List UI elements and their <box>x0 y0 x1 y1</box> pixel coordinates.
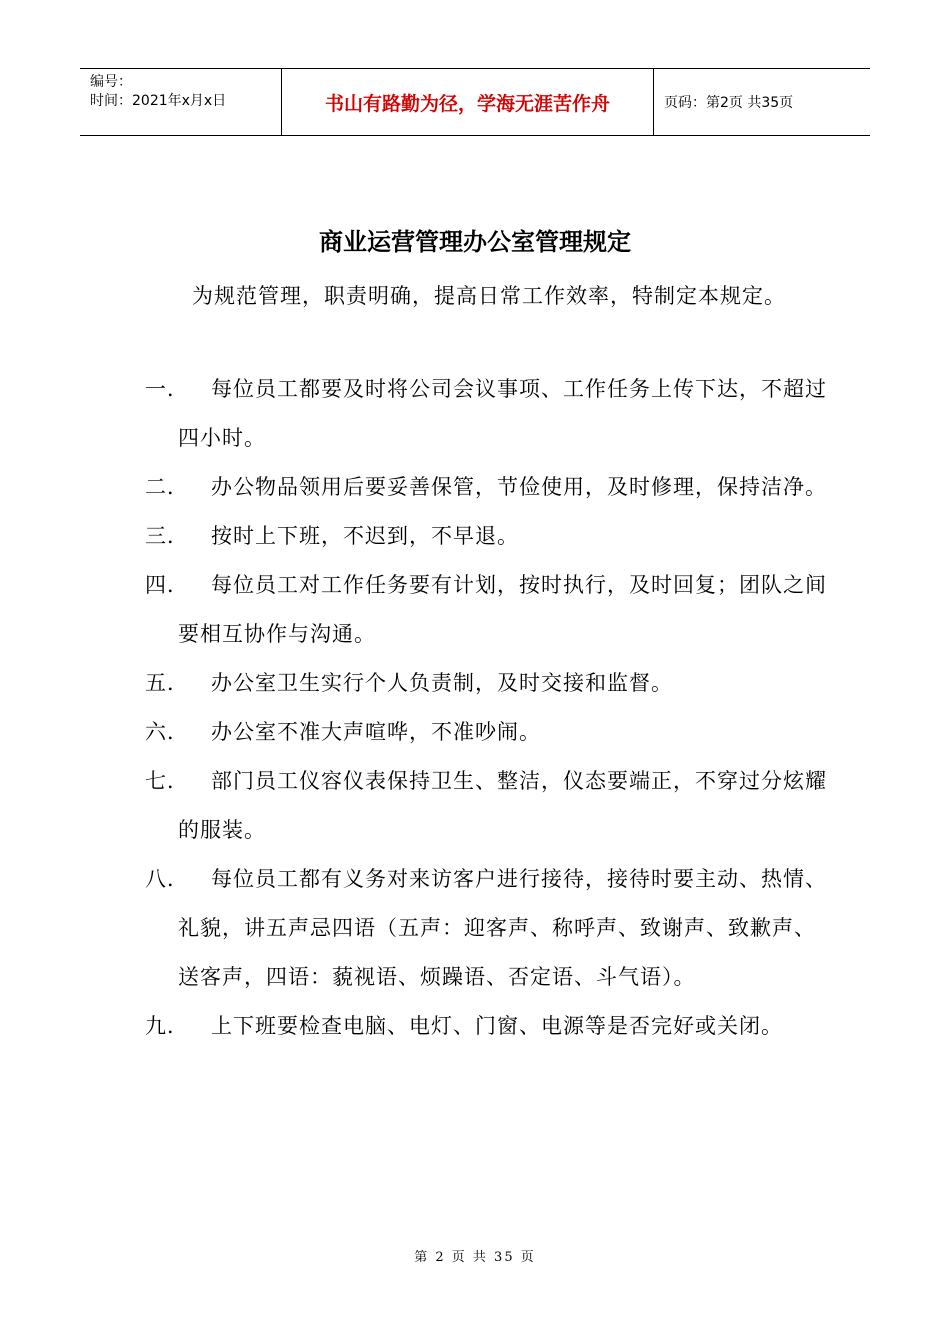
item-text: 办公物品领用后要妥善保管，节俭使用，及时修理，保持洁净。 <box>211 475 827 499</box>
list-item <box>145 463 835 512</box>
item-text: 按时上下班，不迟到，不早退。 <box>211 524 519 548</box>
document-title: 商业运营管理办公室管理规定 <box>319 228 631 256</box>
item-number: 五． <box>145 671 189 695</box>
item-text: 部门员工仪容仪表保持卫生、整洁，仪态要端正，不穿过分炫耀的服装。 <box>178 769 827 842</box>
list-item <box>145 659 835 708</box>
page-header <box>80 68 870 136</box>
list-item <box>145 561 835 659</box>
header-page-info: 页码：第2页 共35页 <box>664 95 794 111</box>
list-item <box>145 708 835 757</box>
item-number: 七． <box>145 769 189 793</box>
item-number: 六． <box>145 720 189 744</box>
list-item <box>145 855 835 1002</box>
item-number: 九． <box>145 1014 189 1038</box>
item-text: 每位员工都要及时将公司会议事项、工作任务上传下达，不超过四小时。 <box>178 377 827 450</box>
item-number: 一． <box>145 377 189 401</box>
list-item <box>145 512 835 561</box>
intro-paragraph: 为规范管理，职责明确，提高日常工作效率，特制定本规定。 <box>192 284 786 308</box>
list-item <box>145 757 835 855</box>
list-item <box>145 365 835 463</box>
list-item <box>145 1002 835 1051</box>
header-motto: 书山有路勤为径，学海无涯苦作舟 <box>282 69 654 135</box>
item-number: 八． <box>145 867 189 891</box>
item-text: 办公室不准大声喧哗，不准吵闹。 <box>211 720 541 744</box>
item-text: 每位员工都有义务对来访客户进行接待，接待时要主动、热情、礼貌，讲五声忌四语（五声：迎客声、称呼声、致谢声、致歉声、送客声，四语：藐视语、烦躁语、否定语、斗气语）。 <box>178 867 827 989</box>
item-text: 每位员工对工作任务要有计划，按时执行，及时回复；团队之间要相互协作与沟通。 <box>178 573 827 646</box>
item-number: 二． <box>145 475 189 499</box>
number-label: 编号： <box>90 74 132 90</box>
rules-list <box>145 365 835 1051</box>
header-meta <box>80 69 282 135</box>
item-text: 办公室卫生实行个人负责制，及时交接和监督。 <box>211 671 673 695</box>
item-number: 四． <box>145 573 189 597</box>
time-label: 时间：2021年x月x日 <box>90 93 227 109</box>
item-text: 上下班要检查电脑、电灯、门窗、电源等是否完好或关闭。 <box>211 1014 783 1038</box>
item-number: 三． <box>145 524 189 548</box>
page-footer: 第 2 页 共 35 页 <box>414 1250 536 1265</box>
